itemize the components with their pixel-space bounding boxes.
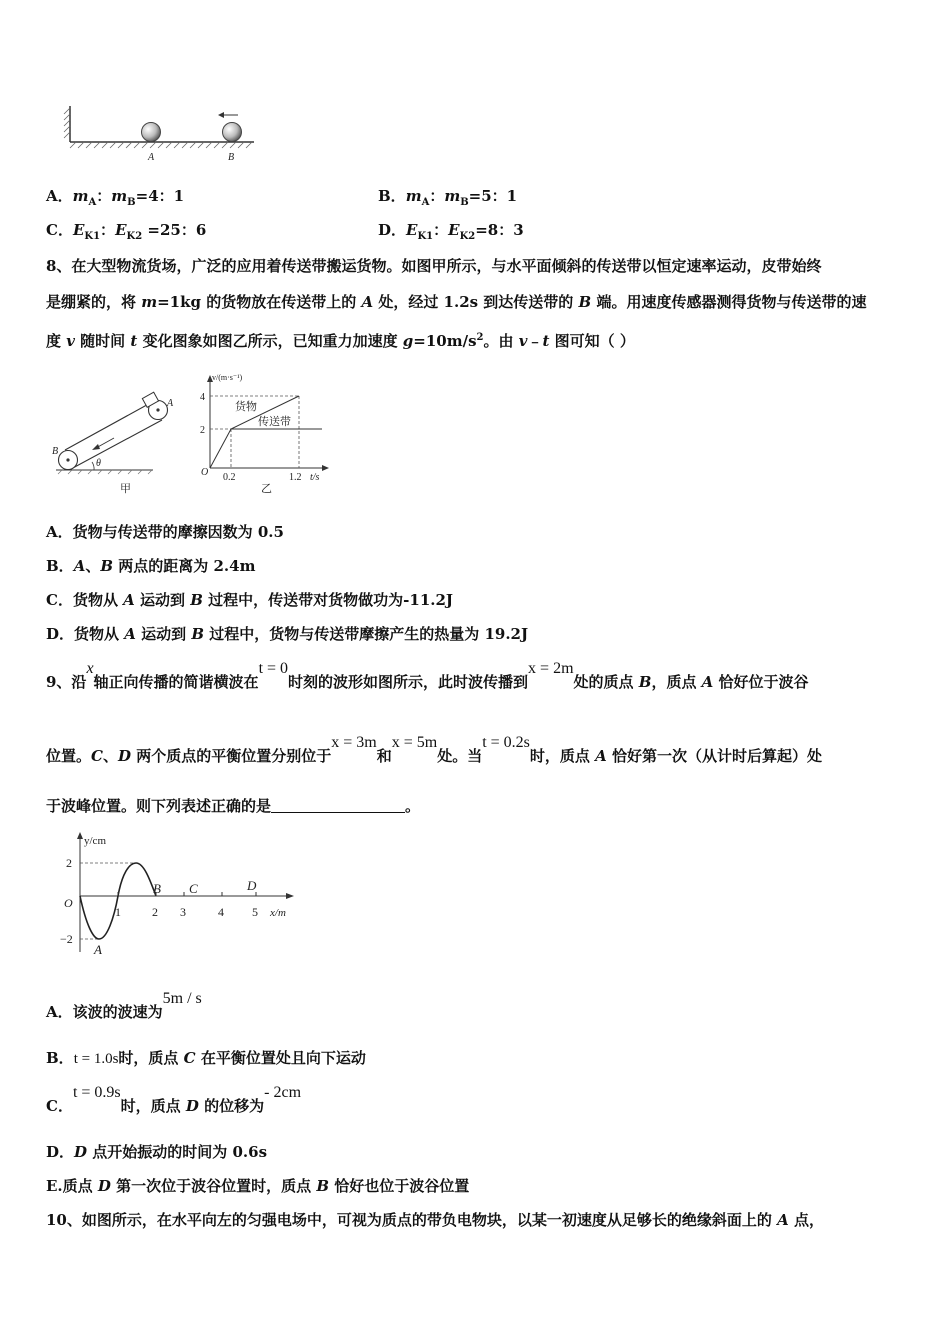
wave-x4: 4 <box>218 905 224 919</box>
caption-yi: 乙 <box>261 483 272 495</box>
q7-option-d[interactable]: D．$E_{K1}$：$E_{K2}=8$：3 <box>378 221 524 242</box>
wave-x3: 3 <box>180 905 186 919</box>
conveyor-figure <box>48 368 193 498</box>
collision-figure <box>62 104 262 164</box>
wave-point-b: B <box>153 881 161 896</box>
q8-stem-line1: 8、在大型物流货场，广泛的应用着传送带搬运货物。如图甲所示，与水平面倾斜的传送带以恒定速率运动，皮带始终 <box>46 257 822 275</box>
wave-yn2: −2 <box>60 932 73 946</box>
wave-point-d: D <box>247 878 257 893</box>
q9-option-c[interactable]: C．t = 0.9s时，质点 D 的位移为- 2cm <box>46 1084 302 1115</box>
wave-graph <box>56 828 316 958</box>
vt-origin: O <box>201 467 209 478</box>
q8-option-c[interactable]: C．货物从 A 运动到 B 过程中，传送带对货物做功为-11.2J <box>46 591 454 609</box>
label-a: A <box>167 398 174 409</box>
q9-option-d[interactable]: D．D 点开始振动的时间为 0.6s <box>46 1143 268 1161</box>
vt-y2: 2 <box>200 425 205 436</box>
vt-ylabel: v/(m·s⁻¹) <box>212 373 243 382</box>
vt-xlabel: t/s <box>310 472 320 483</box>
wave-ylabel: y/cm <box>84 835 106 847</box>
q8-option-b[interactable]: B．A、B 两点的距离为 2.4m <box>46 557 256 575</box>
wave-curve <box>80 863 156 939</box>
q10-stem-line1: 10、如图所示，在水平向左的匀强电场中，可视为质点的带负电物块，以某一初速度从足够长的绝缘斜面上的 A 点， <box>46 1211 824 1229</box>
ball-a <box>142 123 161 142</box>
q7-option-c[interactable]: C．$E_{K1}$：$E_{K2} =25$：6 <box>46 221 207 242</box>
q8-option-a[interactable]: A．货物与传送带的摩擦因数为 0.5 <box>46 523 284 541</box>
vt-x02: 0.2 <box>223 472 236 483</box>
label-ball-b: B <box>228 152 235 163</box>
wave-x5: 5 <box>252 905 258 919</box>
q9-option-e[interactable]: E.质点 D 第一次位于波谷位置时，质点 B 恰好也位于波谷位置 <box>46 1177 470 1195</box>
vt-belt-label: 传送带 <box>258 416 291 428</box>
q9-stem-line3: 于波峰位置。则下列表述正确的是 。 <box>46 797 421 815</box>
wave-point-c: C <box>189 881 198 896</box>
label-ball-a: A <box>148 152 155 163</box>
q8-option-d[interactable]: D．货物从 A 运动到 B 过程中，货物与传送带摩擦产生的热量为 19.2J <box>46 625 529 643</box>
arrow-left-icon <box>218 112 238 118</box>
vt-cargo-label: 货物 <box>235 401 257 413</box>
q7-option-a[interactable]: A．$m_A$：$m_B=4$：1 <box>46 187 185 208</box>
q9-stem-line2: 位置。C、D 两个质点的平衡位置分别位于x = 3m和x = 5m处。当t = 0.2s时，质点 A 恰好第一次（从计时后算起）处 <box>46 734 823 765</box>
ball-b <box>223 123 242 142</box>
wave-xlabel: x/m <box>270 907 286 919</box>
q8-stem-line2: 是绷紧的，将 m=1kg 的货物放在传送带上的 A 处，经过 1.2s 到达传送带的 B 端。用速度传感器测得货物与传送带的速 <box>46 293 867 311</box>
q9-option-b[interactable]: B．t = 1.0s时，质点 C 在平衡位置处且向下运动 <box>46 1049 366 1067</box>
vt-graph <box>198 368 338 498</box>
wave-origin: O <box>64 896 73 910</box>
wave-x2: 2 <box>152 905 158 919</box>
label-b: B <box>52 446 59 457</box>
q7-option-b[interactable]: B．$m_A$：$m_B=5$：1 <box>378 187 518 208</box>
q9-stem-line1: 9、沿x轴正向传播的简谐横波在t = 0时刻的波形如图所示，此时波传播到x = 2m处的质点 B，质点 A 恰好位于波谷 <box>46 660 809 691</box>
caption-jia: 甲 <box>120 483 131 495</box>
answer-blank[interactable] <box>271 798 405 813</box>
wave-y2: 2 <box>66 856 72 870</box>
label-theta: θ <box>96 458 101 469</box>
q8-stem-line3: 度 v 随时间 t 变化图象如图乙所示，已知重力加速度 $g=10m/s^2$。由 v﹣t 图可知（ ） <box>46 332 635 350</box>
wave-point-a: A <box>94 942 102 957</box>
q9-option-a[interactable]: A．该波的波速为5m / s <box>46 990 202 1021</box>
vt-y4: 4 <box>200 392 205 403</box>
wave-x1: 1 <box>115 905 121 919</box>
vt-x12: 1.2 <box>289 472 302 483</box>
